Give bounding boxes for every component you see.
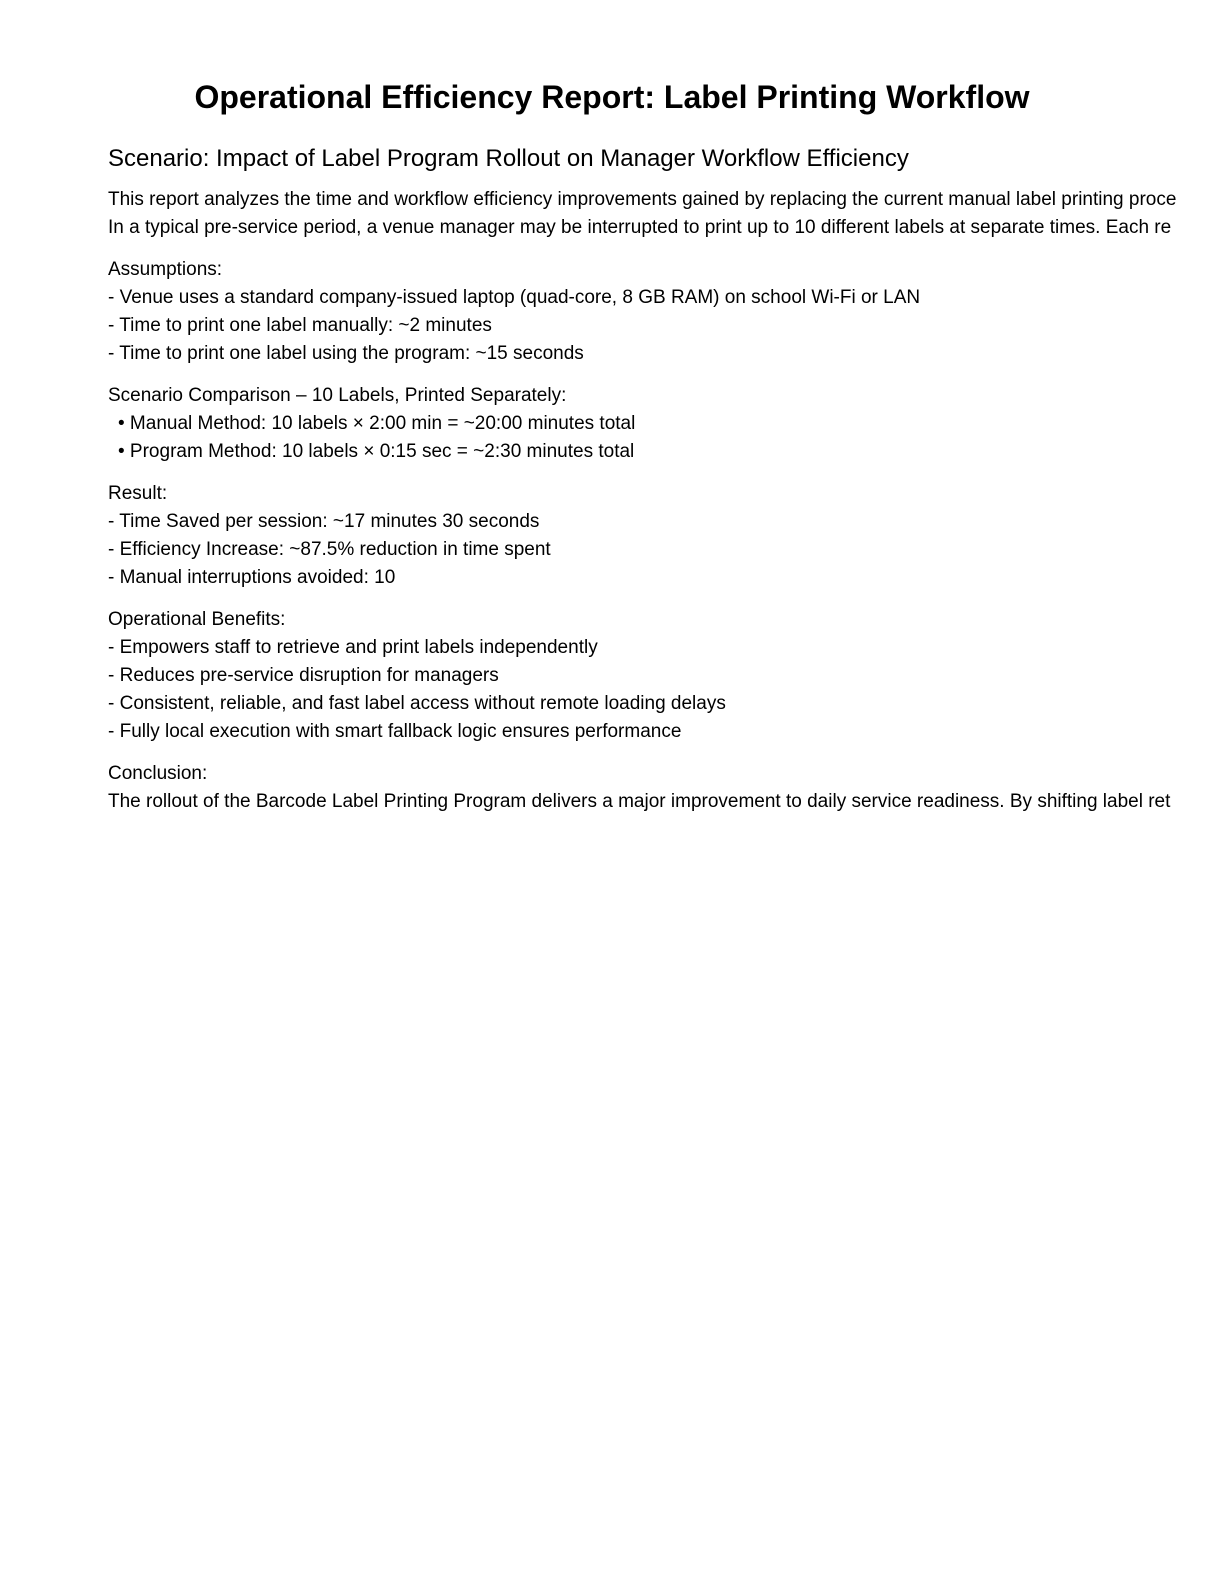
benefits-heading: Operational Benefits:: [108, 609, 286, 630]
comparison-item: • Manual Method: 10 labels × 2:00 min = ~20:00 minutes total: [118, 413, 636, 434]
intro-paragraph: [108, 186, 1224, 242]
report-body: [108, 142, 1224, 830]
benefit-item: - Empowers staff to retrieve and print labels independently: [108, 637, 598, 658]
report-title: Operational Efficiency Report: Label Printing Workflow: [194, 79, 1030, 115]
benefit-item: - Consistent, reliable, and fast label access without remote loading delays: [108, 693, 726, 714]
conclusion-text: The rollout of the Barcode Label Printing Program delivers a major improvement to daily service readiness. By shifting label ret: [108, 791, 1171, 812]
assumptions-heading: Assumptions:: [108, 259, 223, 280]
comparison-item: • Program Method: 10 labels × 0:15 sec = ~2:30 minutes total: [118, 441, 635, 462]
benefit-item: - Reduces pre-service disruption for managers: [108, 665, 499, 686]
benefit-item: - Fully local execution with smart fallback logic ensures performance: [108, 721, 682, 742]
assumption-item: - Venue uses a standard company-issued laptop (quad-core, 8 GB RAM) on school Wi-Fi or LAN: [108, 287, 921, 308]
comparison-heading: Scenario Comparison – 10 Labels, Printed Separately:: [108, 385, 567, 406]
scenario-subtitle: Scenario: Impact of Label Program Rollout on Manager Workflow Efficiency: [108, 145, 909, 172]
assumption-item: - Time to print one label manually: ~2 minutes: [108, 315, 492, 336]
result-heading: Result:: [108, 483, 168, 504]
assumption-item: - Time to print one label using the program: ~15 seconds: [108, 343, 584, 364]
intro-line: This report analyzes the time and workflow efficiency improvements gained by replacing the current manual label printing proce: [108, 189, 1177, 210]
result-section: [108, 480, 1224, 592]
assumptions-section: [108, 256, 1224, 368]
benefits-section: [108, 606, 1224, 746]
result-item: - Time Saved per session: ~17 minutes 30 seconds: [108, 511, 540, 532]
comparison-section: [108, 382, 1224, 466]
conclusion-heading: Conclusion:: [108, 763, 208, 784]
result-item: - Manual interruptions avoided: 10: [108, 567, 396, 588]
intro-line: In a typical pre-service period, a venue manager may be interrupted to print up to 10 different labels at separate times. Each re: [108, 217, 1172, 238]
result-item: - Efficiency Increase: ~87.5% reduction in time spent: [108, 539, 551, 560]
conclusion-section: [108, 760, 1224, 816]
